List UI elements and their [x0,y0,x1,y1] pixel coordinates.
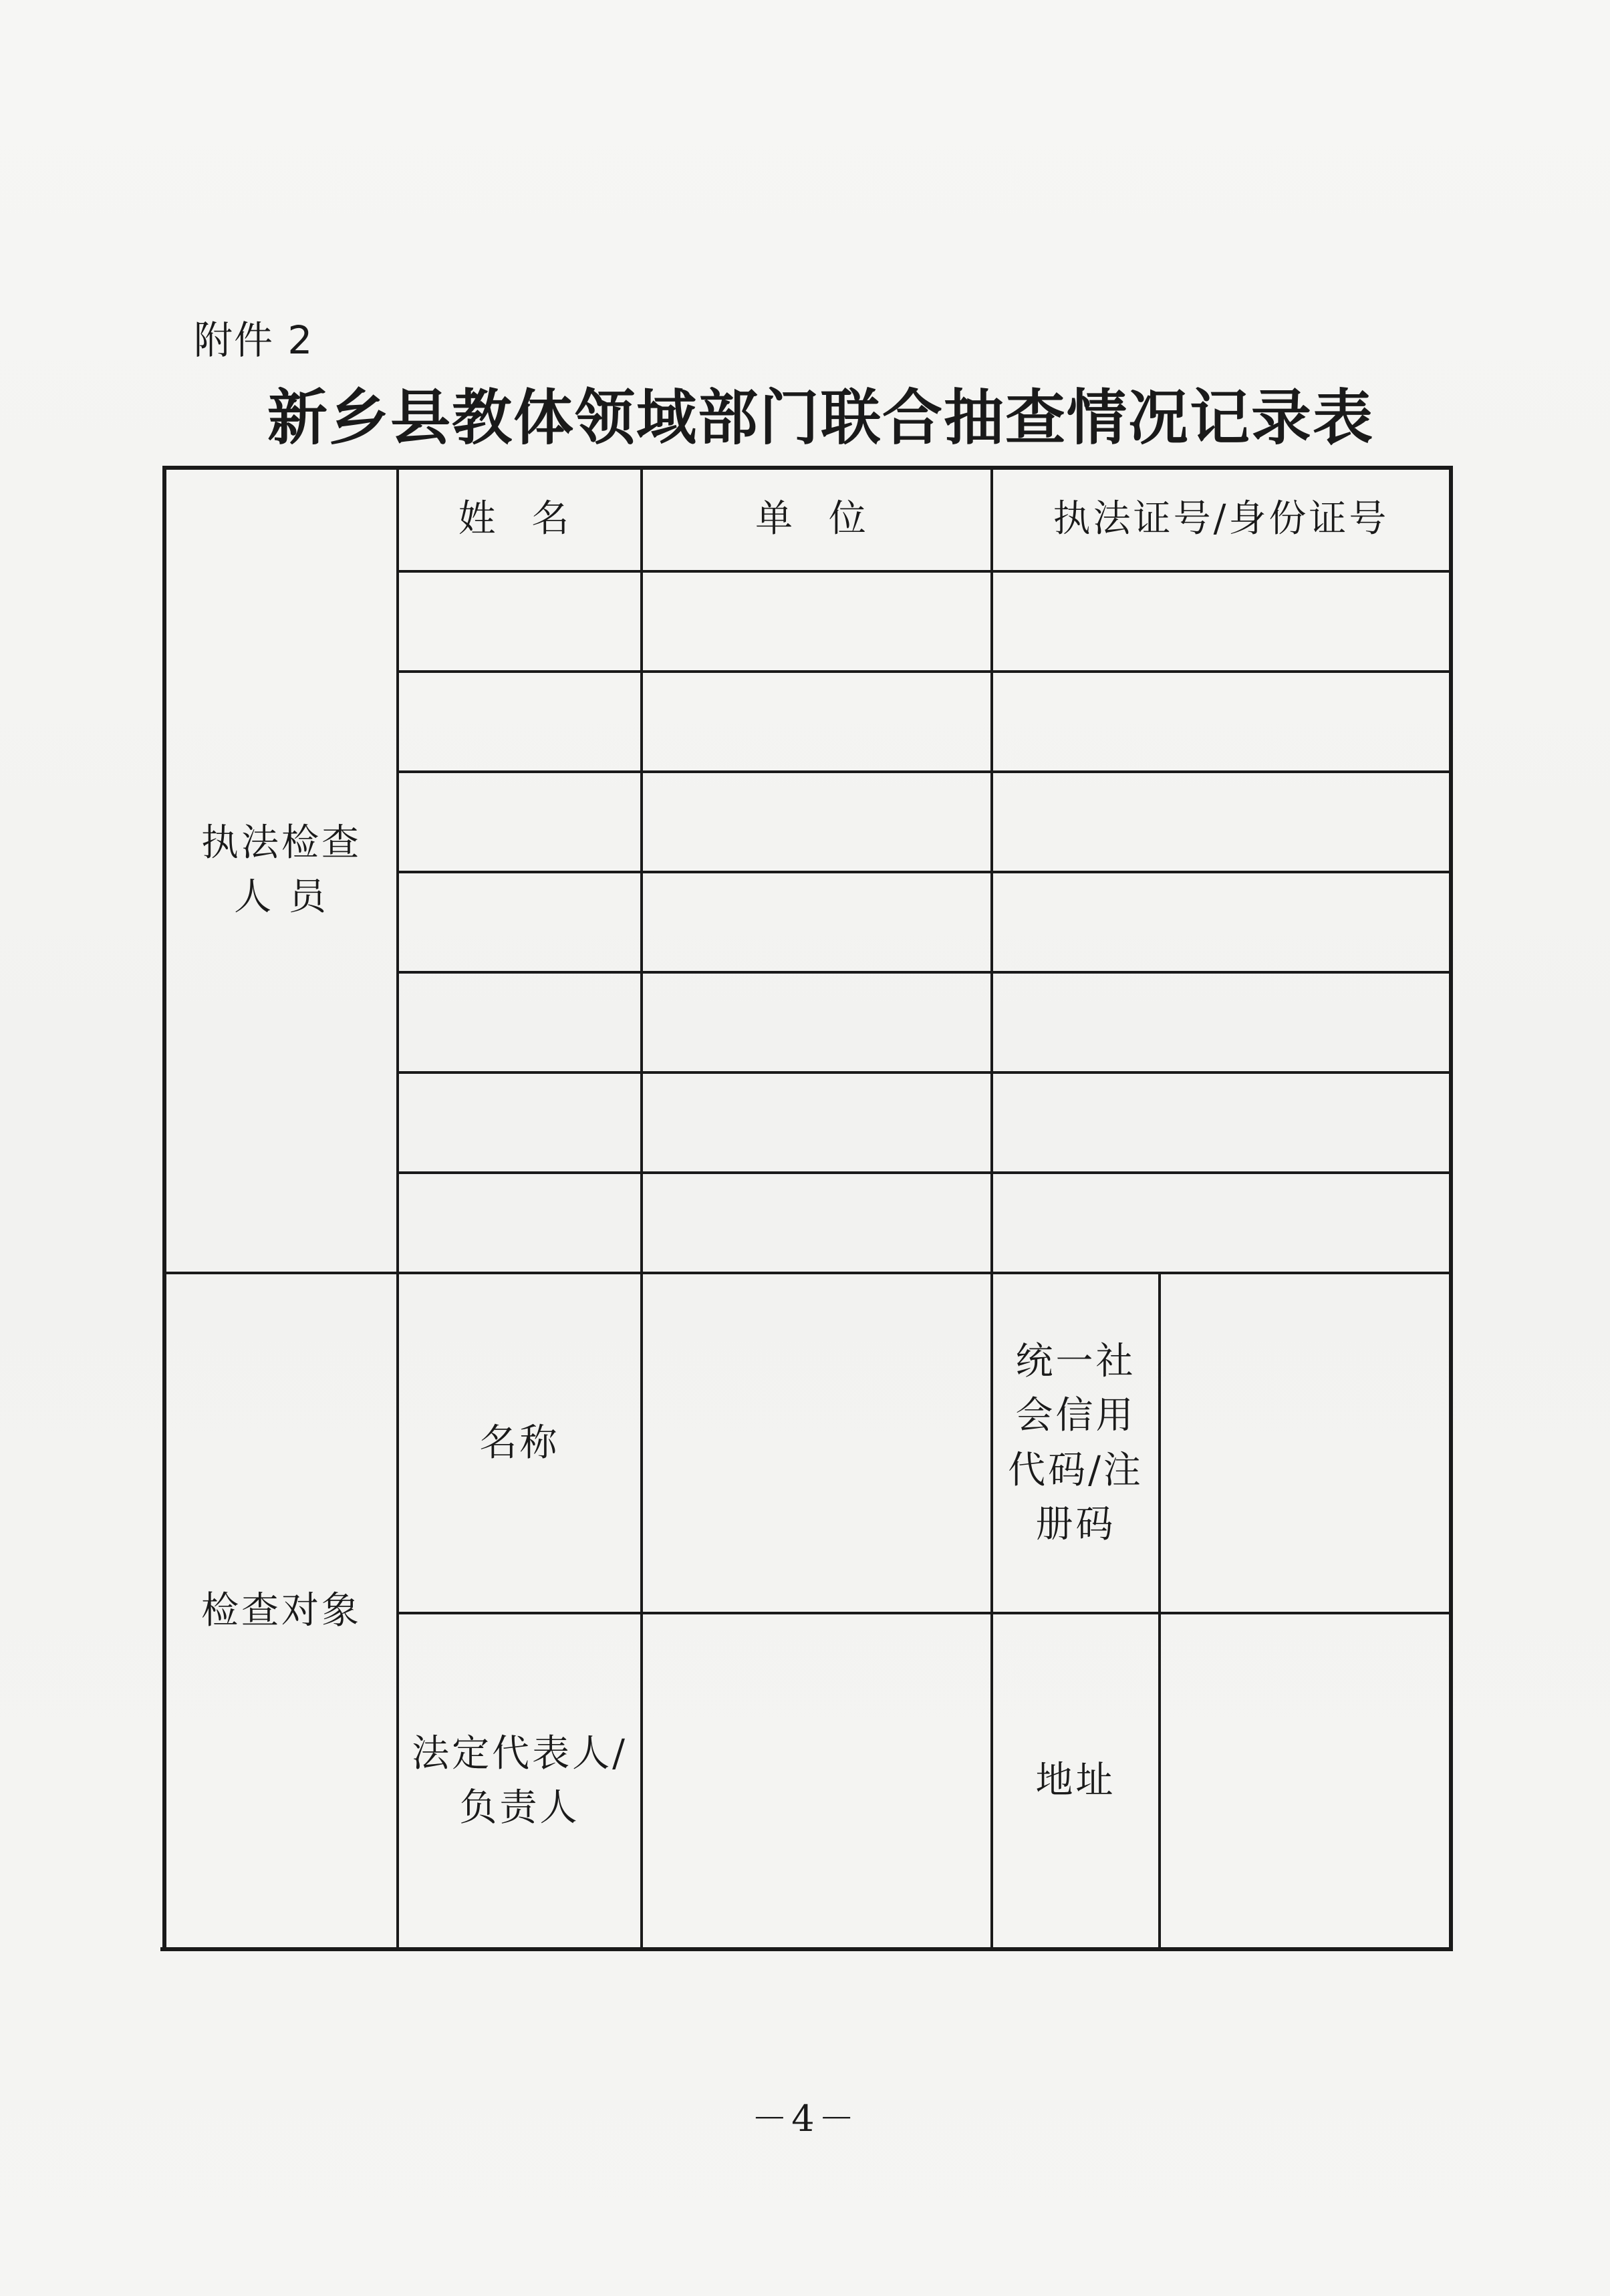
row-divider [396,871,1453,873]
attachment-label: 附件 2 [194,317,314,363]
row-divider [396,670,1453,673]
target-section-label: 检查对象 [201,1588,362,1632]
column-divider [1158,1272,1161,1949]
header-id-number: 执法证号/身份证号 [1053,497,1389,541]
document-title: 新乡县教体领域部门联合抽查情况记录表 [267,382,1374,453]
legal-representative-label: 法定代表人/ 负责人 [412,1731,628,1830]
target-name-label: 名称 [479,1421,560,1465]
inspectors-section-label: 执法检查 人 员 [201,821,362,919]
credit-code-label: 统一社 会信用 代码/注 册码 [1008,1340,1144,1546]
row-divider [396,570,1453,573]
row-divider [396,1071,1453,1074]
table-border-bottom [160,1947,1453,1951]
header-unit: 单 位 [755,497,878,541]
row-divider [396,1171,1453,1174]
column-divider [640,466,643,1949]
row-divider [396,971,1453,974]
page-number: －4－ [751,2098,859,2140]
row-divider [396,770,1453,773]
header-name: 姓 名 [458,497,581,541]
address-label: 地址 [1035,1759,1116,1803]
table-border-right [1449,466,1453,1951]
